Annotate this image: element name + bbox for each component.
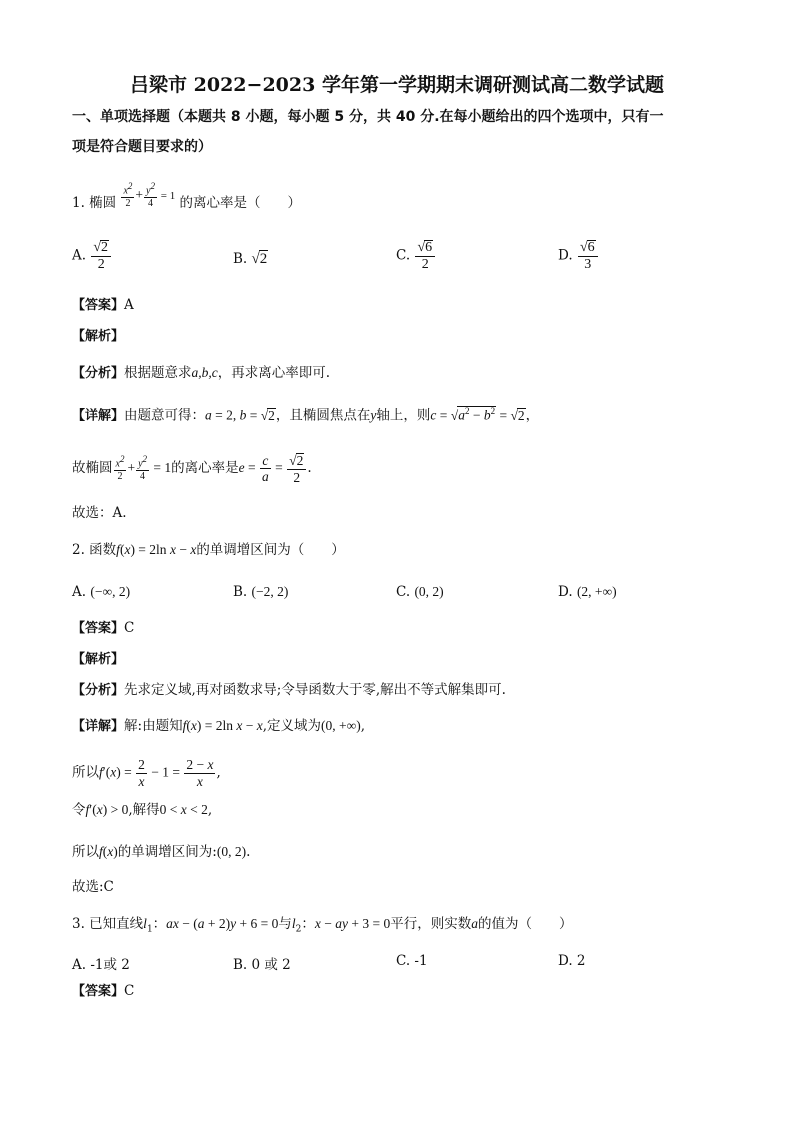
q3-option-d[interactable]: D. 2 — [558, 953, 586, 969]
option-d-value: $\frac{√6}{3}$ — [578, 240, 598, 272]
q3-option-a[interactable]: A. -1或 2 — [72, 957, 130, 973]
q1-detail: 【详解】由题意可得：a = 2, b = √2，且椭圆焦点在y轴上，则$c = √a^2 - b^2 = √2$， — [72, 406, 540, 424]
q1-option-b[interactable]: B. √2 — [233, 251, 268, 267]
q1-option-d[interactable]: D. $\frac{√6}{3}$ — [558, 240, 599, 272]
q3-answer: 【答案】C — [72, 983, 135, 999]
q2-option-c[interactable]: C. (0, 2) — [396, 584, 444, 600]
q2-option-b[interactable]: B. (−2, 2) — [233, 584, 289, 600]
q3-option-b[interactable]: B. 0 或 2 — [233, 957, 291, 973]
question-1: 1. 椭圆 $\frac{x^2}{2}$ + $\frac{y^2}{4}$ $^{= 1}$ 的离心率是（ ） — [72, 181, 302, 212]
question-3: 3. 已知直线$l_1$：ax − (a + 2)y + 6 = 0与$l_2$：x − ay + 3 = 0平行，则实数a的值为（ ） — [72, 916, 573, 935]
section-heading: 一、单项选择题（本题共 8 小题，每小题 5 分，共 40 分.在每小题给出的四个选项中，只有一 — [72, 109, 664, 125]
q1-analysis-tag: 【解析】 — [72, 329, 125, 344]
q2-option-d[interactable]: D. (2, +∞) — [558, 584, 617, 600]
question-1-number: 1. 椭圆 — [72, 195, 117, 212]
q2-analysis-tag: 【解析】 — [72, 652, 125, 667]
page-title: 吕梁市 2022−2023 学年第一学期期末调研测试高二数学试题 — [130, 74, 664, 96]
q1-option-a[interactable]: A. $\frac{√2}{2}$ — [72, 240, 112, 272]
option-c-value: $\frac{√6}{2}$ — [415, 240, 435, 272]
q1-option-c[interactable]: C. $\frac{√6}{2}$ — [396, 240, 436, 272]
q1-answer: 【答案】A — [72, 297, 134, 313]
option-a-value: $\frac{√2}{2}$ — [91, 240, 111, 272]
q3-option-c[interactable]: C. -1 — [396, 953, 428, 969]
q2-option-a[interactable]: A. (−∞, 2) — [72, 584, 131, 600]
q2-answer: 【答案】C — [72, 620, 135, 636]
q2-detail: 【详解】解:由题知f(x) = 2ln x − x,定义域为(0, +∞), — [72, 718, 366, 734]
option-b-value: √2 — [251, 251, 268, 267]
q1-choose: 故选：A. — [72, 505, 127, 521]
q2-result: 所以f(x)的单调增区间为:(0, 2). — [72, 844, 251, 860]
q2-fenxi: 【分析】先求定义域,再对函数求导;令导函数大于零,解出不等式解集即可. — [72, 682, 506, 698]
q1-fenxi: 【分析】根据题意求a,b,c，再求离心率即可. — [72, 365, 331, 381]
question-2: 2. 函数f(x) = 2ln x − x的单调增区间为（ ） — [72, 542, 345, 558]
q2-choose: 故选:C — [72, 879, 114, 895]
q2-derivative: 所以f′(x) = $\frac{2}{x}$ − 1 = $\frac{2 - x}{x}$ , — [72, 757, 221, 789]
q2-ling: 令f′(x) > 0,解得0 < x < 2, — [72, 802, 213, 818]
section-heading-cont: 项是符合题目要求的） — [72, 139, 212, 155]
q1-conclusion: 故椭圆 $\frac{x^2}{2}$ + $\frac{y^2}{4}$ = 1的离心率是e = $\frac{c}{a}$ = $\frac{√2}{2}$ . — [72, 452, 312, 485]
question-1-tail: 的离心率是（ ） — [179, 195, 302, 212]
ellipse-formula: $\frac{x^2}{2}$ — [123, 181, 133, 210]
